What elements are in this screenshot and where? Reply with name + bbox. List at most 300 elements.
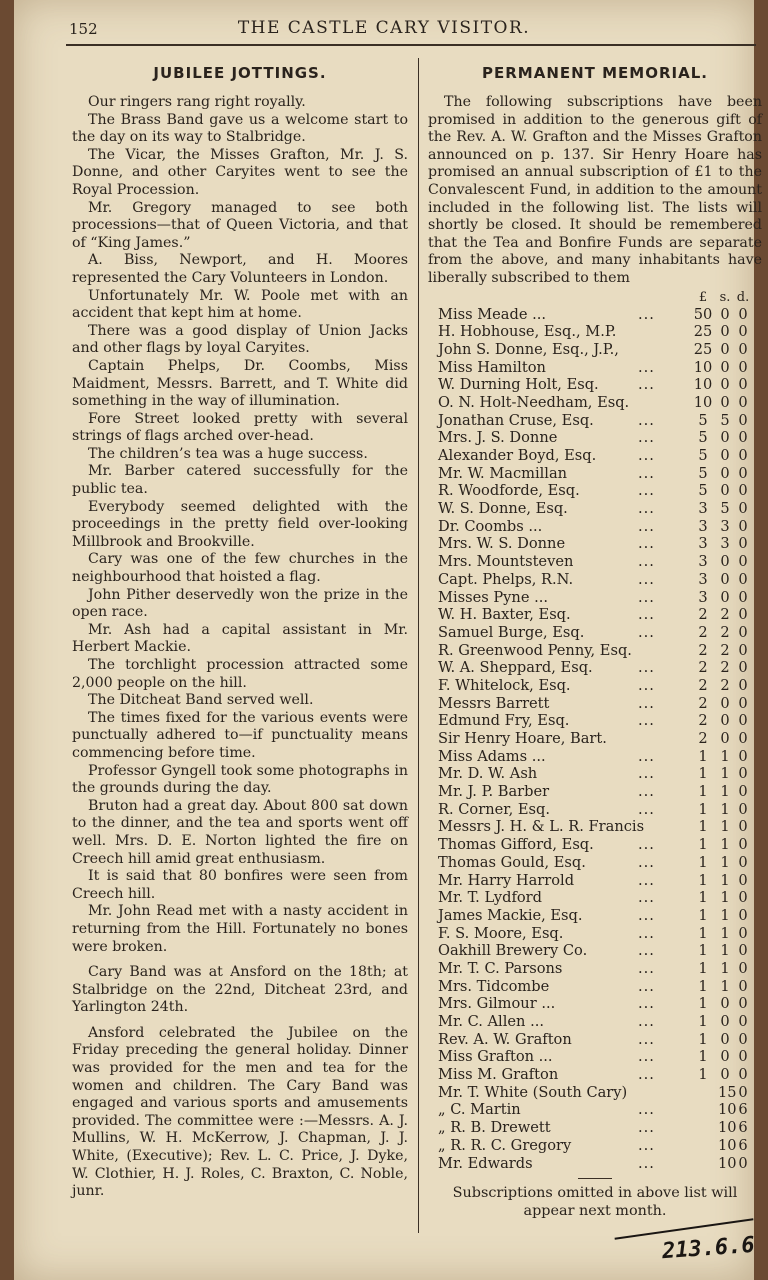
leader-dots: ... xyxy=(638,800,655,818)
section-title-jubilee: JUBILEE JOTTINGS. xyxy=(153,64,327,82)
shillings-value: 1 xyxy=(720,942,730,960)
leader-dots: ... xyxy=(638,1030,655,1048)
pounds-value: 1 xyxy=(698,889,708,907)
pounds-value: 1 xyxy=(698,906,708,924)
pounds-value: 5 xyxy=(698,429,708,447)
pounds-value: 5 xyxy=(698,447,708,465)
subscriber-name: Messrs J. H. & L. R. Francis xyxy=(438,818,645,836)
shillings-value: 2 xyxy=(720,641,730,659)
subscriber-name: Misses Pyne ... xyxy=(438,588,549,606)
leader-dots: ... xyxy=(638,906,655,924)
leader-dots: ... xyxy=(638,482,655,500)
shillings-value: 0 xyxy=(720,553,730,571)
subscription-row xyxy=(428,818,762,836)
subscriber-name: „ R. R. C. Gregory xyxy=(438,1136,572,1154)
pounds-value: 3 xyxy=(698,588,708,606)
pence-value: 0 xyxy=(738,818,748,836)
subscription-row xyxy=(428,1048,762,1066)
shillings-value: 0 xyxy=(720,429,730,447)
subscriber-name: Mr. T. Lydford xyxy=(438,889,542,907)
subscriber-name: F. Whitelock, Esq. xyxy=(438,676,571,694)
pence-value: 0 xyxy=(738,747,748,765)
leader-dots: ... xyxy=(638,836,655,854)
leader-dots: ... xyxy=(638,464,655,482)
subscriber-name: Dr. Coombs ... xyxy=(438,517,543,535)
pence-value: 0 xyxy=(738,411,748,429)
jotting-paragraph: Everybody seemed delighted with the proceedings in the pretty field over-looking Millbrook and Brookville. xyxy=(72,498,408,550)
subscription-row xyxy=(428,712,762,730)
leader-dots: ... xyxy=(638,1154,655,1172)
pence-value: 0 xyxy=(738,959,748,977)
shillings-value: 0 xyxy=(720,358,730,376)
subscription-row xyxy=(428,677,762,695)
leader-dots: ... xyxy=(638,517,655,535)
jotting-paragraph: It is said that 80 bonfires were seen from Creech hill. xyxy=(72,868,408,902)
shillings-value: 0 xyxy=(720,588,730,606)
subscriber-name: Mr. T. White (South Cary) xyxy=(438,1083,628,1101)
shillings-value: 0 xyxy=(720,570,730,588)
pounds-value: 1 xyxy=(698,818,708,836)
leader-dots: ... xyxy=(638,659,655,677)
subscription-row xyxy=(428,907,762,925)
pounds-value: 1 xyxy=(698,800,708,818)
subscriber-name: R. Greenwood Penny, Esq. xyxy=(438,641,632,659)
subscription-row xyxy=(428,341,762,359)
subscriber-name: Mr. W. Macmillan xyxy=(438,464,568,482)
leader-dots: ... xyxy=(638,429,655,447)
currency-headers xyxy=(428,290,762,306)
subscription-row xyxy=(428,695,762,713)
pence-value: 0 xyxy=(738,800,748,818)
leader-dots: ... xyxy=(638,447,655,465)
jotting-paragraph: The Ditcheat Band served well. xyxy=(88,692,314,709)
subscription-row xyxy=(428,553,762,571)
footnote: Subscriptions omitted in above list will appear next month. xyxy=(452,1185,738,1219)
jotting-paragraph: Fore Street looked pretty with several strings of flags arched over-head. xyxy=(72,410,408,445)
pence-value: 0 xyxy=(738,323,748,341)
pounds-value: 2 xyxy=(698,694,708,712)
pounds-value: 1 xyxy=(698,1066,708,1084)
subscriber-name: Thomas Gould, Esq. xyxy=(438,853,586,871)
subscription-list xyxy=(428,306,762,1173)
jotting-paragraph: Bruton had a great day. About 800 sat down to the dinner, and the tea and sports went off well. Mrs. D. E. Norton lighted the fire on Creech hill amid great enthusiasm. xyxy=(72,797,408,867)
subscription-row xyxy=(428,359,762,377)
pence-value: 0 xyxy=(738,712,748,730)
subscriber-name: W. H. Baxter, Esq. xyxy=(438,606,571,624)
leader-dots: ... xyxy=(638,747,655,765)
subscriber-name: Alexander Boyd, Esq. xyxy=(438,447,597,465)
subscription-row xyxy=(428,1013,762,1031)
subscriber-name: R. Corner, Esq. xyxy=(438,800,551,818)
subscriber-name: Mrs. Tidcombe xyxy=(438,977,550,995)
subscription-row xyxy=(428,323,762,341)
leader-dots: ... xyxy=(638,924,655,942)
shillings-value: 1 xyxy=(720,818,730,836)
pounds-value: 1 xyxy=(698,1048,708,1066)
pounds-value: 1 xyxy=(698,977,708,995)
subscriber-name: F. S. Moore, Esq. xyxy=(438,924,564,942)
jotting-paragraph: A. Biss, Newport, and H. Moores represented the Cary Volunteers in London. xyxy=(72,252,408,286)
pounds-value: 1 xyxy=(698,783,708,801)
pounds-value: 10 xyxy=(693,358,713,376)
pence-value: 0 xyxy=(738,482,748,500)
subscription-row xyxy=(428,1066,762,1084)
subscription-row xyxy=(428,482,762,500)
shillings-value: 1 xyxy=(720,783,730,801)
leader-dots: ... xyxy=(638,853,655,871)
shillings-value: 2 xyxy=(720,659,730,677)
subscription-row xyxy=(428,783,762,801)
leader-dots: ... xyxy=(638,500,655,518)
subscription-row xyxy=(428,872,762,890)
subscription-row xyxy=(428,960,762,978)
jotting-paragraph: The torchlight procession attracted some 2,000 people on the hill. xyxy=(72,657,408,691)
list-end-rule xyxy=(578,1178,612,1179)
pence-value: 0 xyxy=(738,305,748,323)
leader-dots: ... xyxy=(638,977,655,995)
subscriber-name: Miss Adams ... xyxy=(438,747,546,765)
jotting-paragraph: The Brass Band gave us a welcome start to the day on its way to Stalbridge. xyxy=(72,111,408,146)
jotting-paragraph: Mr. Barber catered successfully for the public tea. xyxy=(72,463,408,498)
shillings-value: 1 xyxy=(720,889,730,907)
pence-value: 0 xyxy=(738,535,748,553)
subscription-row xyxy=(428,1031,762,1049)
subscription-row xyxy=(428,1137,762,1155)
pence-value: 6 xyxy=(738,1136,748,1154)
subscription-row xyxy=(428,535,762,553)
pounds-value: 2 xyxy=(698,712,708,730)
subscription-row xyxy=(428,730,762,748)
pounds-value: 1 xyxy=(698,959,708,977)
pence-value: 0 xyxy=(738,1048,748,1066)
pence-value: 0 xyxy=(738,340,748,358)
pence-value: 0 xyxy=(738,553,748,571)
subscription-row xyxy=(428,447,762,465)
section-title-memorial: PERMANENT MEMORIAL. xyxy=(482,64,708,82)
subscriber-name: W. Durning Holt, Esq. xyxy=(438,376,599,394)
pounds-value: 1 xyxy=(698,942,708,960)
pounds-value: 1 xyxy=(698,836,708,854)
subscriber-name: James Mackie, Esq. xyxy=(438,906,583,924)
pence-value: 0 xyxy=(738,1030,748,1048)
subscription-row xyxy=(428,1119,762,1137)
pence-value: 0 xyxy=(738,1013,748,1031)
leader-dots: ... xyxy=(638,553,655,571)
subscription-row xyxy=(428,765,762,783)
subscriber-name: W. A. Sheppard, Esq. xyxy=(438,659,593,677)
subscriber-name: Miss M. Grafton xyxy=(438,1066,559,1084)
shillings-value: 1 xyxy=(720,906,730,924)
jotting-paragraph: There was a good display of Union Jacks and other flags by loyal Caryites. xyxy=(72,322,408,357)
jotting-paragraph: Captain Phelps, Dr. Coombs, Miss Maidment, Messrs. Barrett, and T. White did something in the way of illumination. xyxy=(72,357,408,410)
leader-dots: ... xyxy=(638,623,655,641)
subscriber-name: Jonathan Cruse, Esq. xyxy=(438,411,594,429)
subscriber-name: „ R. B. Drewett xyxy=(438,1119,551,1137)
leader-dots: ... xyxy=(638,606,655,624)
subscription-row xyxy=(428,1101,762,1119)
pounds-value: 10 xyxy=(693,393,713,411)
pence-value: 0 xyxy=(738,588,748,606)
pence-value: 0 xyxy=(738,676,748,694)
leader-dots: ... xyxy=(638,1136,655,1154)
leader-dots: ... xyxy=(638,376,655,394)
shillings-value: 0 xyxy=(720,730,730,748)
jotting-paragraph: The Vicar, the Misses Grafton, Mr. J. S. Donne, and other Caryites went to see the Royal Procession. xyxy=(72,146,408,198)
jotting-paragraph: Professor Gyngell took some photographs in the grounds during the day. xyxy=(72,762,408,797)
pounds-value: 3 xyxy=(698,570,708,588)
subscription-row xyxy=(428,659,762,677)
shillings-value: 0 xyxy=(720,323,730,341)
subscription-row xyxy=(428,412,762,430)
pounds-value: 2 xyxy=(698,606,708,624)
subscriber-name: H. Hobhouse, Esq., M.P. xyxy=(438,323,617,341)
pence-value: 0 xyxy=(738,1066,748,1084)
shillings-value: 5 xyxy=(720,500,730,518)
subscription-row xyxy=(428,889,762,907)
shillings-value: 2 xyxy=(720,606,730,624)
subscription-row xyxy=(428,642,762,660)
jotting-paragraph: John Pither deservedly won the prize in the open race. xyxy=(72,586,408,621)
shillings-value: 3 xyxy=(720,517,730,535)
leader-dots: ... xyxy=(638,358,655,376)
shillings-value: 10 xyxy=(718,1119,737,1137)
pounds-value: 2 xyxy=(698,623,708,641)
jotting-paragraph: Unfortunately Mr. W. Poole met with an accident that kept him at home. xyxy=(72,287,408,322)
shillings-value: 2 xyxy=(720,623,730,641)
leader-dots: ... xyxy=(638,694,655,712)
page-header xyxy=(14,16,754,44)
shillings-value: 0 xyxy=(720,712,730,730)
column-divider xyxy=(418,58,419,1233)
subscriber-name: John S. Donne, Esq., J.P., xyxy=(438,340,619,358)
leader-dots: ... xyxy=(638,995,655,1013)
subscription-row xyxy=(428,748,762,766)
pounds-value: 2 xyxy=(698,641,708,659)
shillings-value: 0 xyxy=(720,305,730,323)
leader-dots: ... xyxy=(638,411,655,429)
pence-value: 0 xyxy=(738,924,748,942)
subscriber-name: Edmund Fry, Esq. xyxy=(438,712,570,730)
pounds-value: 1 xyxy=(698,1013,708,1031)
pounds-value: 2 xyxy=(698,659,708,677)
shillings-value: 5 xyxy=(720,411,730,429)
leader-dots: ... xyxy=(638,942,655,960)
pence-value: 0 xyxy=(738,517,748,535)
leader-dots: ... xyxy=(638,1066,655,1084)
pence-value: 0 xyxy=(738,995,748,1013)
pence-value: 0 xyxy=(738,570,748,588)
pounds-value: 1 xyxy=(698,853,708,871)
permanent-memorial-column xyxy=(428,60,762,1220)
pounds-value: 50 xyxy=(693,305,713,323)
shillings-value: 1 xyxy=(720,977,730,995)
subscriber-name: Miss Hamilton xyxy=(438,358,546,376)
leader-dots: ... xyxy=(638,570,655,588)
subscription-row xyxy=(428,500,762,518)
pence-value: 0 xyxy=(738,977,748,995)
pence-value: 0 xyxy=(738,836,748,854)
jotting-paragraph: The children’s tea was a huge success. xyxy=(88,445,368,462)
shillings-value: 0 xyxy=(720,1013,730,1031)
leader-dots: ... xyxy=(638,765,655,783)
subscriber-name: Oakhill Brewery Co. xyxy=(438,942,588,960)
subscription-row xyxy=(428,376,762,394)
pence-value: 0 xyxy=(738,358,748,376)
shillings-value: 0 xyxy=(720,694,730,712)
shillings-value: 2 xyxy=(720,676,730,694)
shillings-value: 1 xyxy=(720,747,730,765)
pounds-value: 5 xyxy=(698,411,708,429)
document-page xyxy=(14,0,762,1280)
subscription-row xyxy=(428,854,762,872)
subscription-row xyxy=(428,978,762,996)
subscription-row xyxy=(428,465,762,483)
subscriber-name: Rev. A. W. Grafton xyxy=(438,1030,572,1048)
running-head: THE CASTLE CARY VISITOR. xyxy=(237,18,531,38)
shillings-value: 0 xyxy=(720,995,730,1013)
pence-value: 0 xyxy=(738,464,748,482)
pence-value: 0 xyxy=(738,393,748,411)
leader-dots: ... xyxy=(638,871,655,889)
shillings-value: 10 xyxy=(718,1154,737,1172)
pence-value: 0 xyxy=(738,641,748,659)
pence-value: 0 xyxy=(738,376,748,394)
pounds-value: 1 xyxy=(698,747,708,765)
subscription-row xyxy=(428,589,762,607)
subscription-row xyxy=(428,925,762,943)
subscription-row xyxy=(428,836,762,854)
shillings-value: 15 xyxy=(718,1083,737,1101)
jubilee-jottings-column xyxy=(72,60,408,1201)
leader-dots: ... xyxy=(638,889,655,907)
subscriber-name: Mrs. J. S. Donne xyxy=(438,429,558,447)
pence-value: 0 xyxy=(738,783,748,801)
pence-value: 0 xyxy=(738,1083,748,1101)
pence-value: 0 xyxy=(738,447,748,465)
page-number: 152 xyxy=(69,20,98,38)
jotting-paragraph: Cary was one of the few churches in the neighbourhood that hoisted a flag. xyxy=(72,551,408,586)
subscriber-name: Thomas Gifford, Esq. xyxy=(438,836,594,854)
subscriber-name: Mr. Edwards xyxy=(438,1154,533,1172)
jotting-paragraph: The times fixed for the various events were punctually adhered to—if punctuality means commencing before time. xyxy=(72,709,408,761)
pence-value: 0 xyxy=(738,765,748,783)
shillings-header: s. xyxy=(719,289,731,305)
jottings-body xyxy=(72,94,408,1201)
shillings-value: 1 xyxy=(720,924,730,942)
subscription-row xyxy=(428,306,762,324)
pounds-value: 10 xyxy=(693,376,713,394)
pence-value: 0 xyxy=(738,429,748,447)
pounds-value: 1 xyxy=(698,871,708,889)
shillings-value: 0 xyxy=(720,340,730,358)
subscription-row xyxy=(428,606,762,624)
pence-value: 0 xyxy=(738,659,748,677)
shillings-value: 0 xyxy=(720,393,730,411)
subscription-row xyxy=(428,801,762,819)
jotting-paragraph: Mr. Ash had a capital assistant in Mr. Herbert Mackie. xyxy=(72,621,408,656)
jotting-paragraph: Mr. Gregory managed to see both processions—that of Queen Victoria, and that of “King James.” xyxy=(72,199,408,251)
subscriber-name: O. N. Holt-Needham, Esq. xyxy=(438,393,630,411)
subscription-row xyxy=(428,1155,762,1173)
leader-dots: ... xyxy=(638,588,655,606)
subscriber-name: Mr. D. W. Ash xyxy=(438,765,538,783)
pence-value: 0 xyxy=(738,623,748,641)
subscription-row xyxy=(428,394,762,412)
subscriber-name: Samuel Burge, Esq. xyxy=(438,623,585,641)
shillings-value: 10 xyxy=(718,1136,737,1154)
pounds-value: 5 xyxy=(698,482,708,500)
shillings-value: 0 xyxy=(720,464,730,482)
shillings-value: 0 xyxy=(720,482,730,500)
shillings-value: 1 xyxy=(720,800,730,818)
leader-dots: ... xyxy=(638,1101,655,1119)
pence-value: 6 xyxy=(738,1119,748,1137)
pence-value: 0 xyxy=(738,730,748,748)
pounds-value: 1 xyxy=(698,1030,708,1048)
jotting-paragraph: Cary Band was at Ansford on the 18th; at Stalbridge on the 22nd, Ditcheat 23rd, and Yarlington 24th. xyxy=(72,964,408,1016)
pounds-value: 25 xyxy=(693,323,713,341)
subscriber-name: Mr. J. P. Barber xyxy=(438,783,550,801)
pence-value: 6 xyxy=(738,1101,748,1119)
jotting-paragraph: Ansford celebrated the Jubilee on the Friday preceding the general holiday. Dinner was provided for the men and tea for the women and children. The Cary Band was engaged and various sports and amusements provided. The committee were :—Messrs. A. J. Mullins, W. H. McKerrow, J. Chapman, J. J. White, (Executive); Rev. L. C. Price, J. Dyke, W. Clothier, H. J. Roles, C. Braxton, C. Noble, junr. xyxy=(72,1024,408,1200)
shillings-value: 0 xyxy=(720,447,730,465)
header-rule xyxy=(66,44,756,46)
memorial-intro: The following subscriptions have been promised in addition to the generous gift of the Rev. A. W. Grafton and the Misses Grafton announced on p. 137. Sir Henry Hoare has promised an annual subscription of £1 to the Convalescent Fund, in addition to the amount included in the following list. The lists will shortly be closed. It should be remembered that the Tea and Bonfire Funds are separate from the above, and many inhabitants have liberally subscribed to them xyxy=(428,94,762,286)
subscriber-name: Mrs. Gilmour ... xyxy=(438,995,556,1013)
subscriber-name: R. Woodforde, Esq. xyxy=(438,482,580,500)
subscriber-name: Mr. T. C. Parsons xyxy=(438,959,563,977)
pounds-header: £ xyxy=(698,289,708,305)
shillings-value: 0 xyxy=(720,376,730,394)
subscription-row xyxy=(428,942,762,960)
leader-dots: ... xyxy=(638,676,655,694)
subscription-row xyxy=(428,1084,762,1102)
subscriber-name: Miss Grafton ... xyxy=(438,1048,553,1066)
subscriber-name: Miss Meade ... xyxy=(438,305,547,323)
shillings-value: 1 xyxy=(720,959,730,977)
shillings-value: 1 xyxy=(720,853,730,871)
shillings-value: 0 xyxy=(720,1066,730,1084)
leader-dots: ... xyxy=(638,712,655,730)
pounds-value: 3 xyxy=(698,500,708,518)
pence-value: 0 xyxy=(738,871,748,889)
subscriber-name: Mrs. W. S. Donne xyxy=(438,535,566,553)
pounds-value: 3 xyxy=(698,535,708,553)
subscription-row xyxy=(428,624,762,642)
pounds-value: 1 xyxy=(698,924,708,942)
jotting-paragraph: Mr. John Read met with a nasty accident in returning from the Hill. Fortunately no bones were broken. xyxy=(72,903,408,955)
pence-value: 0 xyxy=(738,606,748,624)
pence-value: 0 xyxy=(738,906,748,924)
leader-dots: ... xyxy=(638,535,655,553)
subscriber-name: Mrs. Mountsteven xyxy=(438,553,574,571)
shillings-value: 1 xyxy=(720,871,730,889)
subscriber-name: W. S. Donne, Esq. xyxy=(438,500,568,518)
pence-value: 0 xyxy=(738,942,748,960)
pence-value: 0 xyxy=(738,1154,748,1172)
leader-dots: ... xyxy=(638,959,655,977)
subscription-row xyxy=(428,995,762,1013)
pence-header: d. xyxy=(736,289,750,305)
shillings-value: 0 xyxy=(720,1048,730,1066)
pence-value: 0 xyxy=(738,889,748,907)
shillings-value: 1 xyxy=(720,836,730,854)
pounds-value: 2 xyxy=(698,730,708,748)
shillings-value: 0 xyxy=(720,1030,730,1048)
pounds-value: 1 xyxy=(698,995,708,1013)
pounds-value: 2 xyxy=(698,676,708,694)
leader-dots: ... xyxy=(638,305,655,323)
